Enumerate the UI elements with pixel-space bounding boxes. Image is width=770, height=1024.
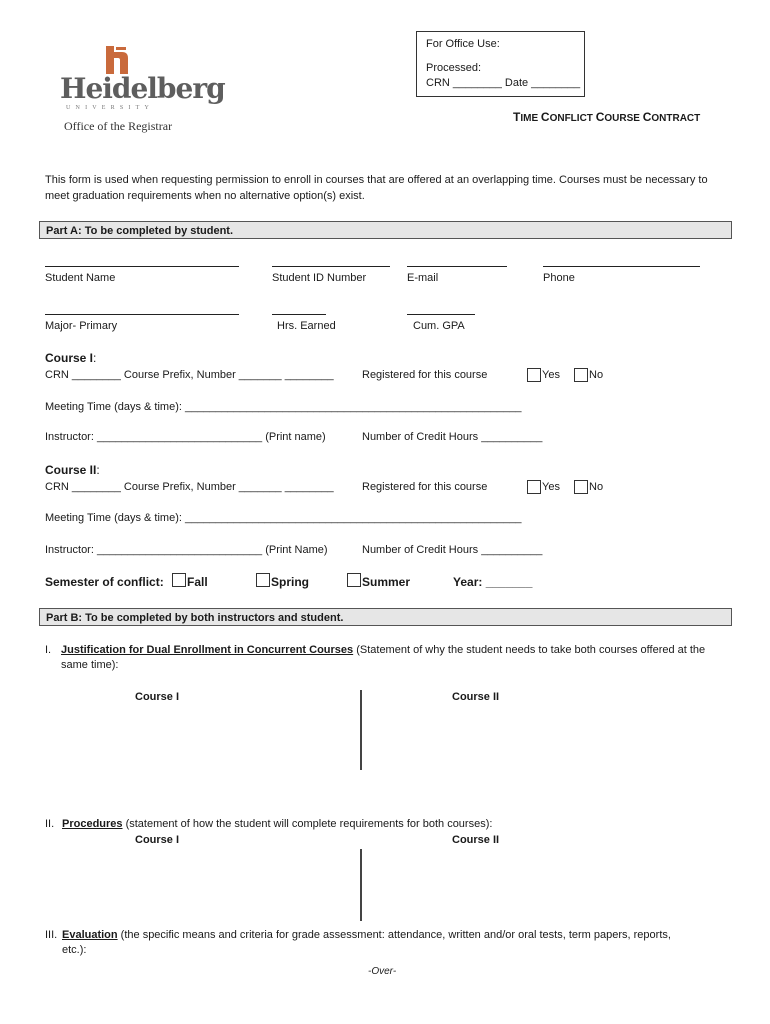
course-i-meeting-time[interactable]: Meeting Time (days & time): _______________________________________________________	[45, 401, 522, 413]
major-label: Major- Primary	[45, 320, 118, 332]
section-i-text-cont: same time):	[61, 659, 119, 671]
logo-wordmark: Heidelberg	[60, 72, 225, 105]
course-i-credit-hours[interactable]: Number of Credit Hours __________	[362, 431, 543, 443]
course-ii-credit-hours[interactable]: Number of Credit Hours __________	[362, 544, 543, 556]
semester-label: Semester of conflict:	[45, 575, 164, 589]
office-crn-date-field[interactable]: CRN ________ Date ________	[426, 77, 581, 89]
summer-checkbox[interactable]	[347, 573, 361, 587]
heidelberg-logo	[56, 44, 225, 138]
intro-paragraph: This form is used when requesting permission to enroll in courses that are offered at an overlapping time. Courses must be necessary to meet graduation requirements when no alternative option(s) exist.	[45, 174, 708, 202]
hrs-earned-field[interactable]	[272, 314, 326, 315]
email-label: E-mail	[407, 272, 439, 284]
spring-label: Spring	[271, 575, 309, 589]
course-ii-crn-line[interactable]: CRN ________ Course Prefix, Number _______ ________	[45, 481, 334, 493]
part-a-header: Part A: To be completed by student.	[39, 221, 732, 239]
office-use-box	[416, 31, 585, 97]
part-b-header: Part B: To be completed by both instructors and student.	[39, 608, 732, 626]
course-i-instructor[interactable]: Instructor: ___________________________ (Print name)	[45, 431, 326, 443]
section-ii-divider	[360, 849, 362, 921]
heidelberg-emblem-icon	[102, 44, 130, 74]
summer-label: Summer	[362, 575, 411, 589]
course-ii-registered-label: Registered for this course	[362, 481, 488, 493]
office-use-heading: For Office Use:	[426, 38, 500, 50]
student-id-label: Student ID Number	[272, 272, 367, 284]
spring-checkbox[interactable]	[256, 573, 270, 587]
section-i-course-ii-label: Course II	[452, 691, 500, 703]
section-ii-number: II.	[45, 818, 55, 830]
course-ii-meeting-time[interactable]: Meeting Time (days & time): _______________________________________________________	[45, 512, 522, 524]
gpa-label: Cum. GPA	[413, 320, 465, 332]
section-i-text: Justification for Dual Enrollment in Concurrent Courses (Statement of why the student needs to take both courses offered at the	[61, 644, 706, 656]
email-field[interactable]	[407, 266, 507, 267]
student-id-field[interactable]	[272, 266, 390, 267]
course-i-heading: Course I:	[45, 351, 97, 365]
course-ii-no-checkbox[interactable]	[574, 480, 588, 494]
course-ii-no-label: No	[589, 481, 604, 493]
course-i-yes-checkbox[interactable]	[527, 368, 541, 382]
section-ii-text: Procedures (statement of how the student will complete requirements for both courses):	[62, 818, 493, 830]
fall-checkbox[interactable]	[172, 573, 186, 587]
gpa-field[interactable]	[407, 314, 475, 315]
phone-label: Phone	[543, 272, 575, 284]
fall-label: Fall	[187, 575, 208, 589]
student-name-field[interactable]	[45, 266, 239, 267]
course-ii-yes-checkbox[interactable]	[527, 480, 541, 494]
section-ii-course-i-label: Course I	[135, 834, 180, 846]
course-i-no-label: No	[589, 369, 604, 381]
course-ii-heading: Course II:	[45, 463, 100, 477]
section-iii-text-cont: etc.):	[62, 944, 87, 956]
page-footer-over: -Over-	[368, 966, 397, 977]
section-iii-text: Evaluation (the specific means and criteria for grade assessment: attendance, written and/or oral tests, term papers, reports,	[62, 929, 671, 941]
course-i-registered-label: Registered for this course	[362, 369, 488, 381]
section-i-course-i-label: Course I	[135, 691, 180, 703]
logo-office-text: Office of the Registrar	[64, 119, 173, 133]
section-ii-course-ii-label: Course II	[452, 834, 500, 846]
form-title: TIME CONFLICT COURSE CONTRACT	[513, 110, 701, 124]
course-i-crn-line[interactable]: CRN ________ Course Prefix, Number _______ ________	[45, 369, 334, 381]
hrs-earned-label: Hrs. Earned	[277, 320, 336, 332]
section-iii-number: III.	[45, 929, 58, 941]
course-i-no-checkbox[interactable]	[574, 368, 588, 382]
course-ii-instructor[interactable]: Instructor: ___________________________ (Print Name)	[45, 544, 328, 556]
section-i-divider	[360, 690, 362, 770]
course-ii-yes-label: Yes	[542, 481, 560, 493]
section-i-number: I.	[45, 644, 52, 656]
student-name-label: Student Name	[45, 272, 116, 284]
major-field[interactable]	[45, 314, 239, 315]
phone-field[interactable]	[543, 266, 700, 267]
year-field[interactable]: Year: _______	[453, 575, 533, 589]
logo-university-text: UNIVERSITY	[66, 105, 154, 111]
course-i-yes-label: Yes	[542, 369, 560, 381]
office-processed-label: Processed:	[426, 62, 482, 74]
